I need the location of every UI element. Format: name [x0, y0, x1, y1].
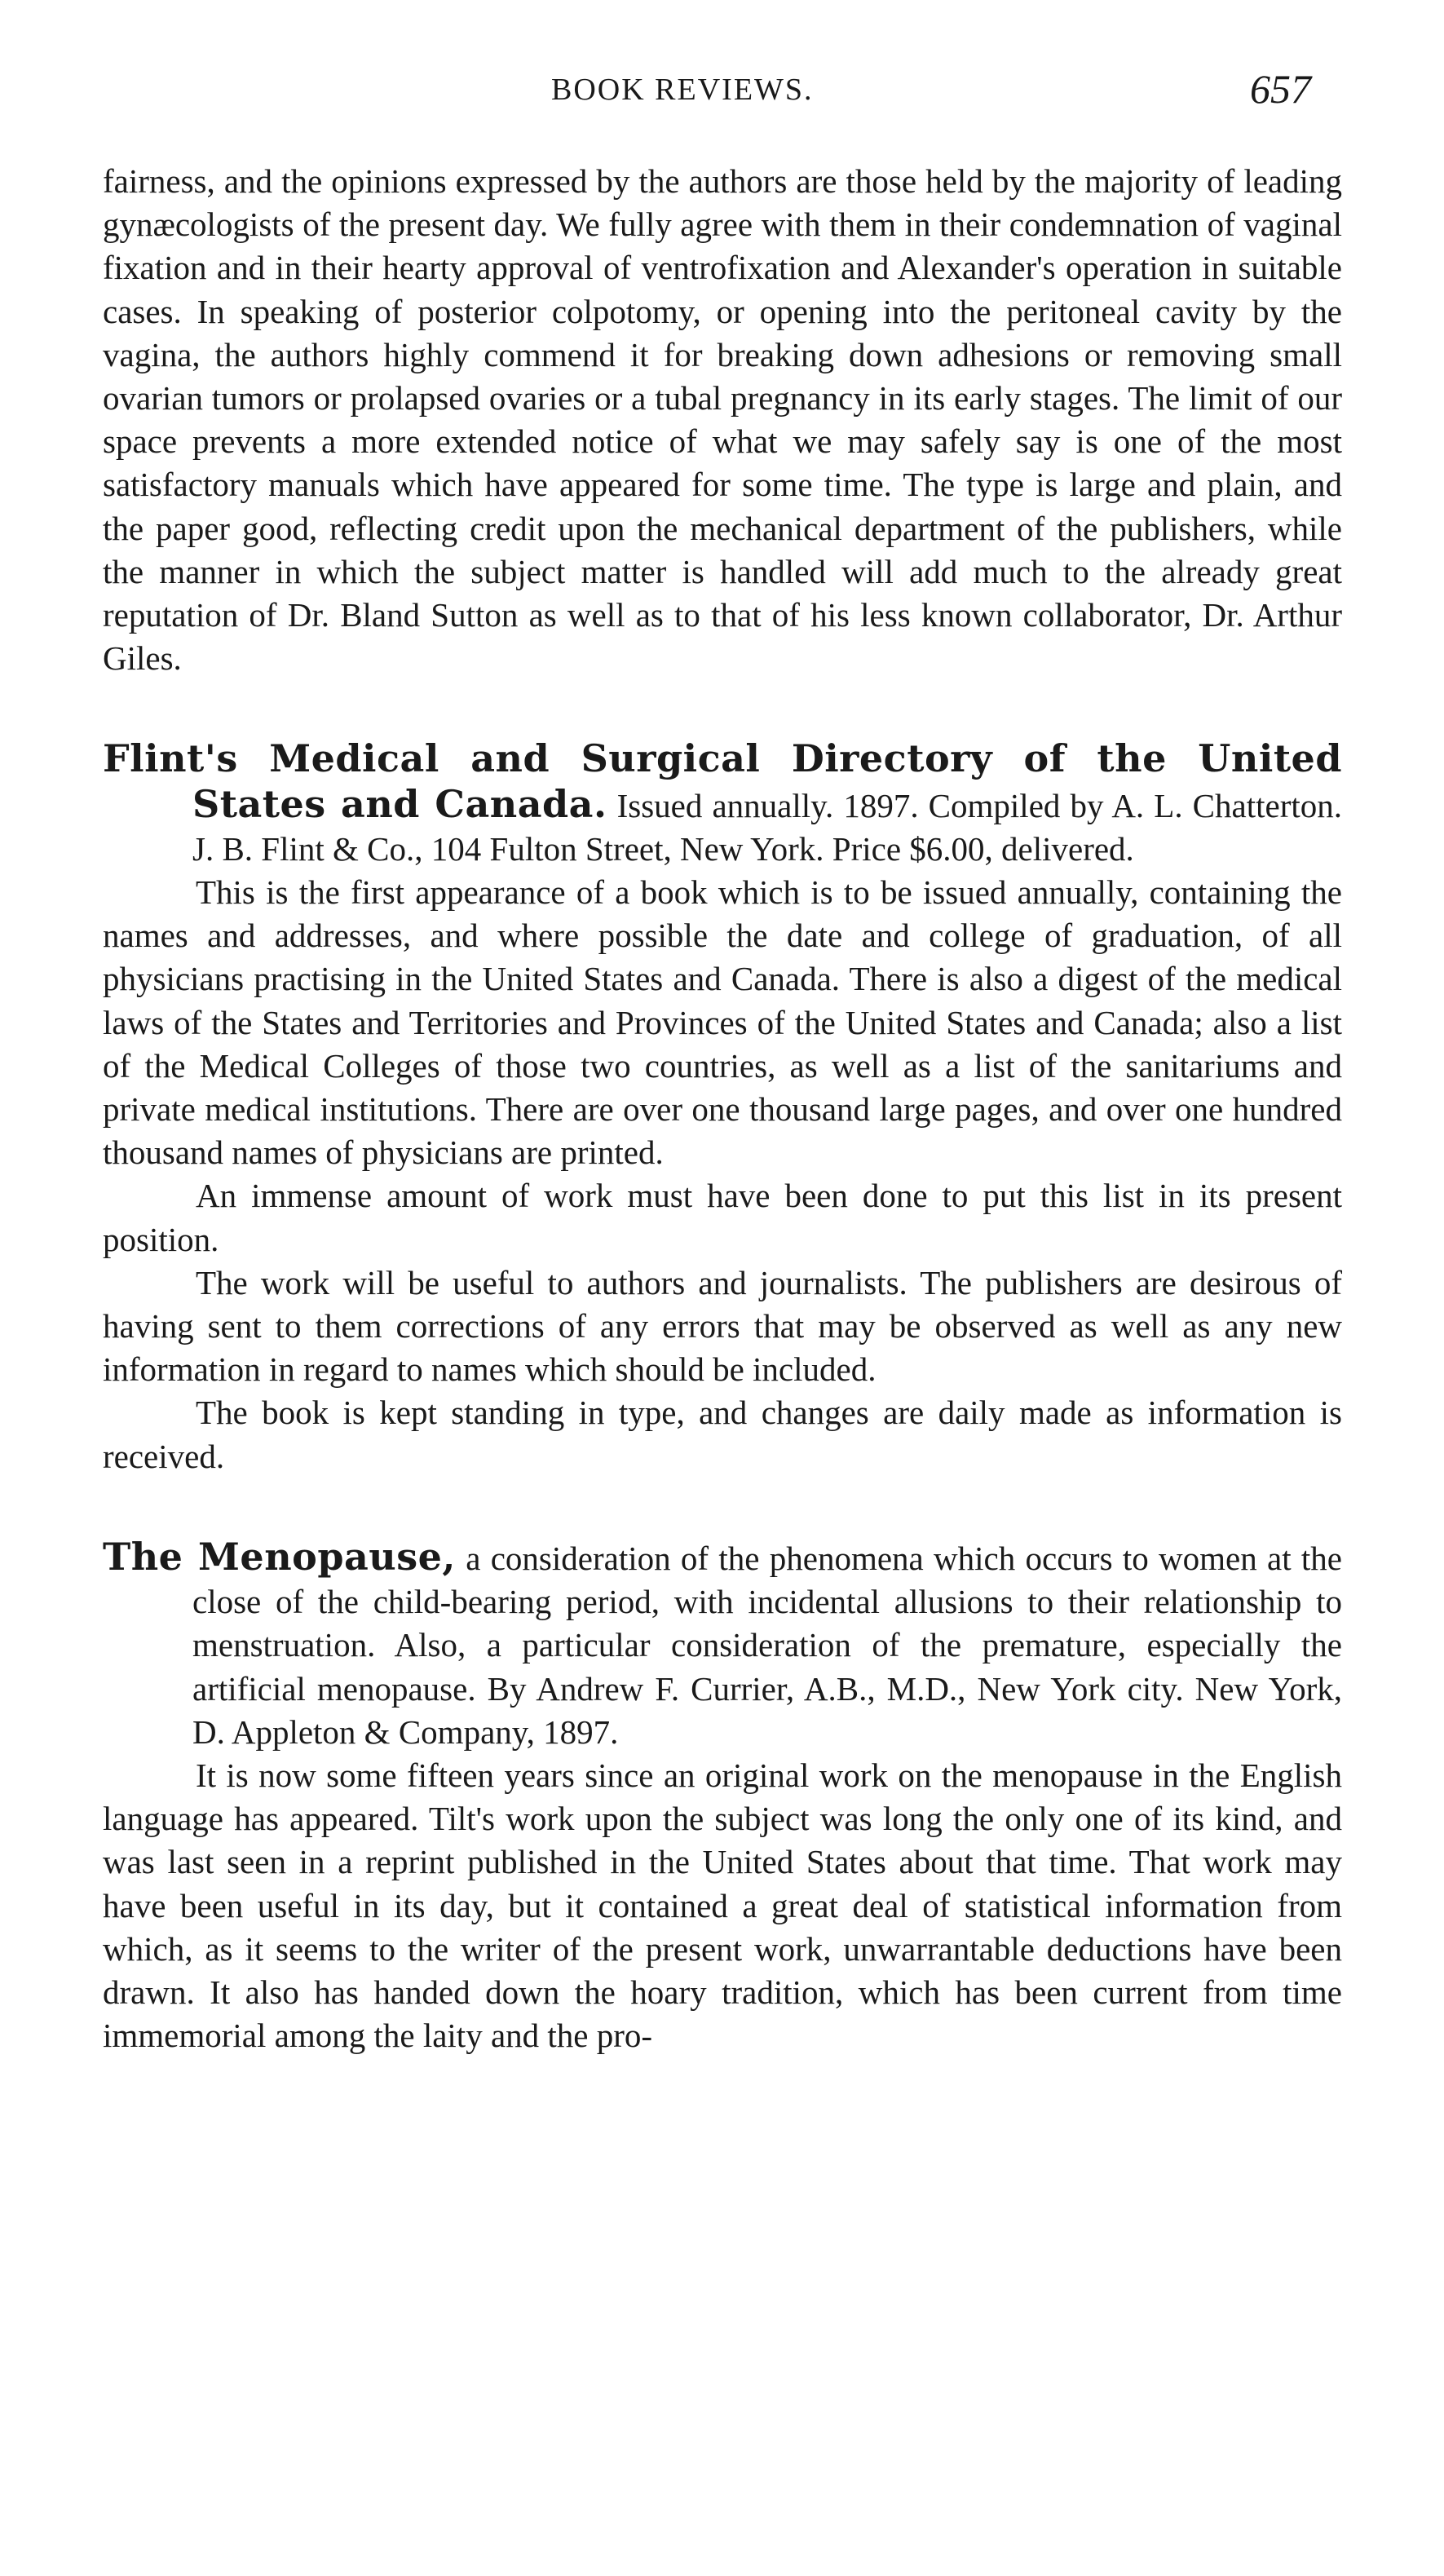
review-paragraph: It is now some fifteen years since an original work on the menopause in the English language has appeared. Tilt's work upon the subject was long the only one of its kind, and was last seen in a reprint published in the United States about that time. That work may have been useful in its day, but it contained a great deal of statistical information from which, as it seems to the writer of the present work, unwarrantable deductions have been drawn. It also has handed down the hoary tradition, which has been current from time immemorial among the laity and the pro-	[103, 1756, 1342, 2055]
bibliographic-entry	[103, 737, 1342, 871]
review-title: The Menopause,	[103, 1534, 456, 1579]
continued-review-paragraph: fairness, and the opinions expressed by the authors are those held by the majority of leading gynæcologists of the present day. We fully agree with them in their condemnation of vaginal fixation and in their hearty approval of ventrofixation and Alexander's operation in suitable cases. In speaking of posterior colpotomy, or opening into the peritoneal cavity by the vagina, the authors highly commend it for breaking down adhesions or removing small ovarian tumors or prolapsed ovaries or a tubal pregnancy in its early stages. The limit of our space prevents a more extended notice of what we may safely say is one of the most satisfactory manuals which have appeared for some time. The type is large and plain, and the paper good, reflecting credit upon the mechanical department of the publishers, while the manner in which the subject matter is handled will add much to the already great reputation of Dr. Bland Sutton as well as to that of his less known collaborator, Dr. Arthur Giles.	[103, 162, 1342, 678]
page-number: 657	[1250, 66, 1311, 112]
running-title: BOOK REVIEWS.	[551, 73, 814, 107]
bibliographic-entry	[103, 1535, 1342, 1754]
review-paragraph: The work will be useful to authors and journalists. The publishers are desirous of having sent to them corrections of any errors that may be observed as well as any new information in regard to names which should be included.	[103, 1263, 1342, 1389]
review-flints-directory	[103, 737, 1342, 1478]
review-the-menopause	[103, 1535, 1342, 2057]
running-head	[0, 66, 1444, 121]
review-paragraph: An immense amount of work must have been done to put this list in its present position.	[103, 1177, 1342, 1258]
review-paragraph: The book is kept standing in type, and changes are daily made as information is received.	[103, 1394, 1342, 1475]
entry-details: a consideration of the phenomena which occurs to women at the close of the child-bearing period, with incidental allusions to their relationship to menstruation. Also, a particular consideration of the premature, especially the artificial menopause. By Andrew F. Currier, A.B., M.D., New York city. New York, D. Appleton & Company, 1897.	[192, 1539, 1342, 1751]
review-paragraph: This is the first appearance of a book which is to be issued annually, containing the names and addresses, and where possible the date and college of graduation, of all physicians practising in the United States and Canada. There is also a digest of the medical laws of the States and Territories and Provinces of the United States and Canada; also a list of the Medical Colleges of those two countries, as well as a list of the sanitariums and private medical institutions. There are over one thousand large pages, and over one hundred thousand names of physicians are printed.	[103, 873, 1342, 1172]
review-title: Flint's Medical and Surgical Directory of the United States and Canada.	[103, 736, 1342, 826]
entry-details: Issued annually. 1897. Compiled by A. L. Chatterton. J. B. Flint & Co., 104 Fulton Street, New York. Price $6.00, delivered.	[192, 786, 1342, 868]
page-body	[103, 160, 1342, 2057]
